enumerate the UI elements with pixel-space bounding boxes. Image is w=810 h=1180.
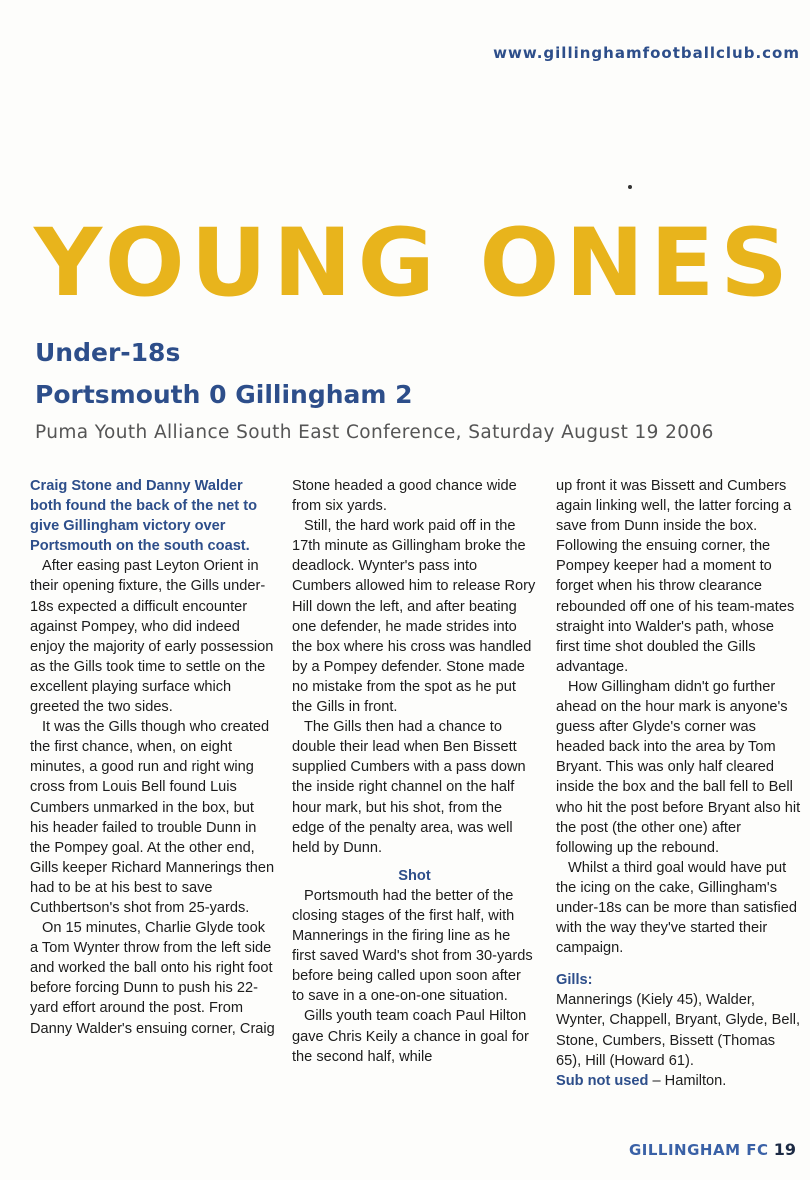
article-paragraph: Portsmouth had the better of the closing stages of the first half, with Mannerings in the firing line as he first saved Ward's shot from 30-yards before being called upon soon after to save in a one-on-one situation. bbox=[292, 887, 533, 1005]
article-column-1 bbox=[30, 476, 275, 1039]
article-paragraph: Gills youth team coach Paul Hilton gave Chris Keily a chance in goal for the second half, while bbox=[292, 1008, 529, 1065]
lineup-heading: Gills: bbox=[556, 972, 593, 989]
article-paragraph-continued: Stone headed a good chance wide from six yards. bbox=[292, 478, 517, 515]
subs-value: – Hamilton. bbox=[648, 1072, 727, 1089]
page-title: YOUNG ONES bbox=[34, 209, 794, 318]
article-paragraph: After easing past Leyton Orient in their opening fixture, the Gills under-18s expected a difficult encounter against Pompey, who did indeed enjoy the majority of early possession as the Gills took time to settle on the excellent playing surface which greeted the two sides. bbox=[30, 558, 274, 716]
lineup-subs bbox=[556, 1071, 801, 1091]
article-column-3 bbox=[556, 476, 801, 1091]
article-column-2 bbox=[292, 476, 537, 1067]
match-result: Portsmouth 0 Gillingham 2 bbox=[35, 380, 413, 409]
website-url: www.gillinghamfootballclub.com bbox=[493, 44, 800, 62]
article-paragraph: Whilst a third goal would have put the icing on the cake, Gillingham's under-18s can be more than satisfied with the way they've started their campaign. bbox=[556, 859, 797, 957]
article-paragraph: Still, the hard work paid off in the 17th minute as Gillingham broke the deadlock. Wynter's pass into Cumbers allowed him to release Rory Hill down the left, and after beating one defender, he made strides into the box where his cross was handled by a Pompey defender. Stone made no mistake from the spot as he put the Gills in front. bbox=[292, 518, 536, 716]
page-number: 19 bbox=[773, 1140, 796, 1159]
page-footer bbox=[629, 1140, 796, 1159]
print-speck bbox=[628, 185, 632, 189]
article-intro: Craig Stone and Danny Walder both found the back of the net to give Gillingham victory over Portsmouth on the south coast. bbox=[30, 478, 257, 555]
footer-club: GILLINGHAM FC bbox=[628, 1141, 769, 1159]
subs-label: Sub not used bbox=[556, 1072, 649, 1089]
article-paragraph: It was the Gills though who created the first chance, when, on eight minutes, a good run and right wing cross from Louis Bell found Luis Cumbers unmarked in the box, but his header failed to trouble Dunn in the Pompey goal. At the other end, Gills keeper Richard Mannerings then had to be at his best to save Cuthbertson's shot from 25-yards. bbox=[30, 719, 275, 916]
article-paragraph-continued: up front it was Bissett and Cumbers again linking well, the latter forcing a save from Dunn inside the box. Following the ensuing corner, the Pompey keeper had a moment to forget when his throw clearance rebounded off one of his team-mates straight into Walder's path, whose first time shot doubled the Gills advantage. bbox=[556, 478, 795, 675]
lineup-players: Mannerings (Kiely 45), Walder, Wynter, Chappell, Bryant, Glyde, Bell, Stone, Cumbers, Bissett (Thomas 65), Hill (Howard 61). bbox=[556, 992, 801, 1069]
competition-line: Puma Youth Alliance South East Conference, Saturday August 19 2006 bbox=[35, 422, 714, 443]
article-paragraph: How Gillingham didn't go further ahead on the hour mark is anyone's guess after Glyde's corner was headed back into the area by Tom Bryant. This was only half cleared inside the box and the ball fell to Bell who hit the post before Bryant also hit the post (the other one) after following up the rebound. bbox=[556, 678, 801, 856]
article-subheading: Shot bbox=[398, 867, 431, 884]
article-paragraph: The Gills then had a chance to double their lead when Ben Bissett supplied Cumbers with a pass down the inside right channel on the half hour mark, but his shot, from the edge of the penalty area, was well held by Dunn. bbox=[292, 719, 526, 856]
article-paragraph: On 15 minutes, Charlie Glyde took a Tom Wynter throw from the left side and worked the ball onto his right foot before forcing Dunn to push his 22-yard effort around the post. From Danny Walder's ensuing corner, Craig bbox=[30, 920, 275, 1037]
section-subtitle: Under-18s bbox=[35, 338, 181, 367]
